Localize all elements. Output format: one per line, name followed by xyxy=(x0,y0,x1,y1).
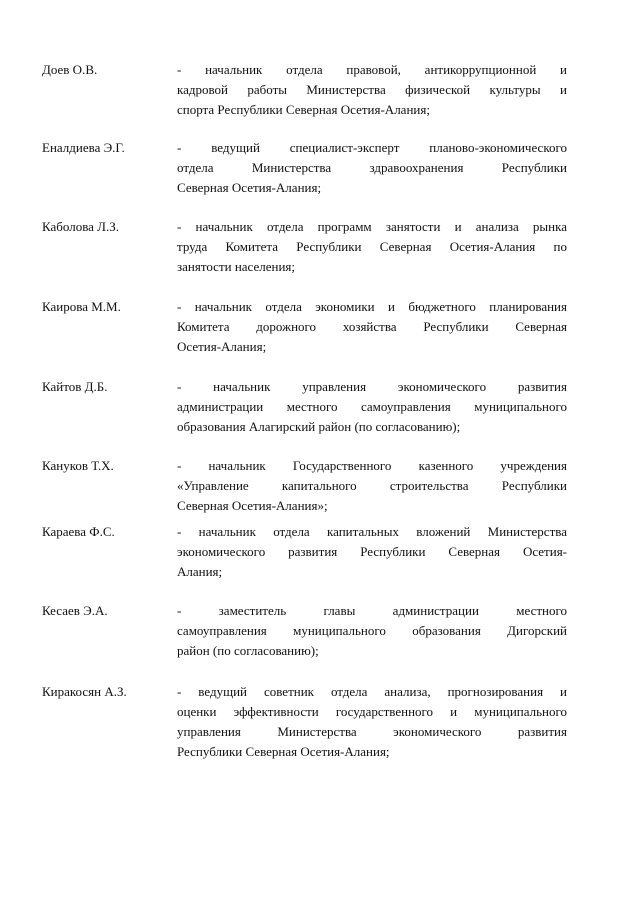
member-position xyxy=(177,217,567,277)
position-line: образования Алагирский район (по согласованию); xyxy=(177,419,461,434)
position-line: Осетия-Алания; xyxy=(177,339,267,354)
position-line: Северная Осетия-Алания; xyxy=(177,180,322,195)
member-position xyxy=(177,297,567,357)
position-line: оценки эффективности государственного и муниципального xyxy=(177,704,567,719)
position-line: Алания; xyxy=(177,564,223,579)
member-name: Киракосян А.З. xyxy=(42,684,127,699)
position-line: «Управление капитального строительства Республики xyxy=(177,478,567,493)
member-position xyxy=(177,601,567,661)
position-line: - начальник отдела капитальных вложений Министерства xyxy=(177,524,567,539)
position-line: отдела Министерства здравоохранения Республики xyxy=(177,160,567,175)
member-position xyxy=(177,522,567,582)
member-name: Караева Ф.С. xyxy=(42,524,115,539)
position-line: - заместитель главы администрации местного xyxy=(177,603,567,618)
member-name: Доев О.В. xyxy=(42,62,98,77)
member-position xyxy=(177,138,567,198)
position-line: Комитета дорожного хозяйства Республики Северная xyxy=(177,319,567,334)
member-name: Кайтов Д.Б. xyxy=(42,379,108,394)
position-line: - начальник отдела экономики и бюджетного планирования xyxy=(177,299,567,314)
member-name: Еналдиева Э.Г. xyxy=(42,140,125,155)
position-line: кадровой работы Министерства физической культуры и xyxy=(177,82,567,97)
position-line: - начальник Государственного казенного учреждения xyxy=(177,458,567,473)
position-line: Северная Осетия-Алания»; xyxy=(177,498,328,513)
member-name: Кануков Т.Х. xyxy=(42,458,114,473)
member-position xyxy=(177,456,567,516)
position-line: - начальник управления экономического развития xyxy=(177,379,567,394)
member-name: Каболова Л.З. xyxy=(42,219,120,234)
position-line: - начальник отдела правовой, антикоррупционной и xyxy=(177,62,567,77)
position-line: спорта Республики Северная Осетия-Алания; xyxy=(177,102,430,117)
position-line: - ведущий специалист-эксперт планово-экономического xyxy=(177,140,567,155)
position-line: труда Комитета Республики Северная Осетия-Алания по xyxy=(177,239,567,254)
position-line: - ведущий советник отдела анализа, прогнозирования и xyxy=(177,684,567,699)
position-line: самоуправления муниципального образования Дигорский xyxy=(177,623,567,638)
position-line: администрации местного самоуправления муниципального xyxy=(177,399,567,414)
member-name: Каирова М.М. xyxy=(42,299,121,314)
position-line: Республики Северная Осетия-Алания; xyxy=(177,744,390,759)
position-line: район (по согласованию); xyxy=(177,643,319,658)
position-line: - начальник отдела программ занятости и анализа рынка xyxy=(177,219,567,234)
member-name: Кесаев Э.А. xyxy=(42,603,108,618)
position-line: управления Министерства экономического развития xyxy=(177,724,567,739)
member-position xyxy=(177,377,567,437)
position-line: занятости населения; xyxy=(177,259,296,274)
member-position xyxy=(177,682,567,762)
member-position xyxy=(177,60,567,120)
position-line: экономического развития Республики Северная Осетия- xyxy=(177,544,567,559)
